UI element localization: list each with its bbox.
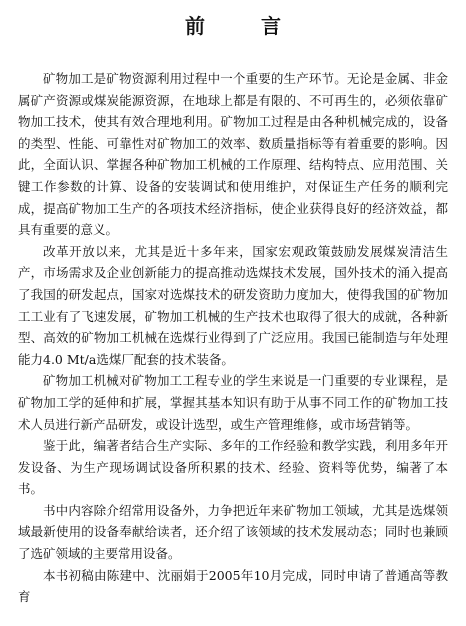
paragraph-2: 改革开放以来，尤其是近十多年来，国家宏观政策鼓励发展煤炭清洁生产，市场需求及企业创新能力的提高推动选煤技术发展，国外技术的涌入提高了我国的研发起点，国家对选煤技术的研发资助力度加大，使得我国的矿物加工工业有了飞速发展，矿物加工机械的生产技术也取得了很大的成就，各种新型、高效的矿物加工机械在选煤行业得到了广泛应用。我国已能制造与年处理能力4.0 Mt/a选煤厂配套的技术装备。 xyxy=(18,243,448,367)
paragraph-6: 本书初稿由陈建中、沈丽娟于2005年10月完成，同时申请了普通高等教育 xyxy=(18,567,448,605)
paragraph-5: 书中内容除介绍常用设备外，力争把近年来矿物加工领域，尤其是选煤领域最新使用的设备奉献给读者，还介绍了该领域的技术发展动态；同时也兼顾了选矿领域的主要常用设备。 xyxy=(18,502,448,562)
body-text xyxy=(18,68,448,608)
paragraph-1: 矿物加工是矿物资源利用过程中一个重要的生产环节。无论是金属、非金属矿产资源或煤炭能源资源，在地球上都是有限的、不可再生的，必须依靠矿物加工技术，使其有效合理地利用。矿物加工过程是由各种机械完成的，设备的类型、性能、可靠性对矿物加工的效率、数质量指标等有着重要的影响。因此，全面认识、掌握各种矿物加工机械的工作原理、结构特点、应用范围、关键工作参数的计算、设备的安装调试和使用维护，对保证生产任务的顺利完成，提高矿物加工生产的各项技术经济指标，使企业获得良好的经济效益，都具有重要的意义。 xyxy=(18,71,448,238)
paragraph-4: 鉴于此，编著者结合生产实际、多年的工作经验和教学实践，利用多年开发设备、为生产现场调试设备所积累的技术、经验、资料等优势，编著了本书。 xyxy=(18,438,448,497)
page-title: 前 言 xyxy=(185,14,299,38)
paragraph-3: 矿物加工机械对矿物加工工程专业的学生来说是一门重要的专业课程，是矿物加工学的延伸和扩展，掌握其基本知识有助于从事不同工作的矿物加工技术人员进行新产品研发，或设计选型，或生产管理维修，或市场营销等。 xyxy=(18,373,448,432)
